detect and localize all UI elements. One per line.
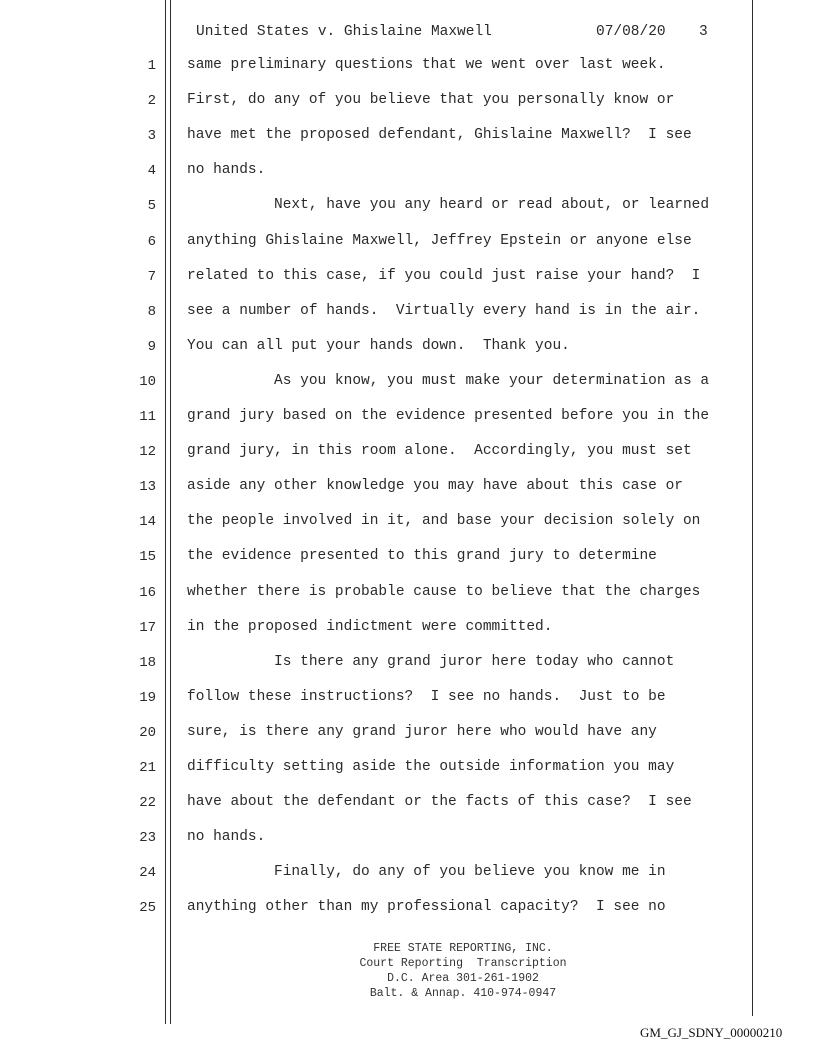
transcript-line: grand jury, in this room alone. Accordingly, you must set — [187, 443, 692, 459]
left-margin-rule — [165, 0, 166, 1024]
line-number: 2 — [147, 93, 156, 109]
transcript-line: You can all put your hands down. Thank you. — [187, 338, 570, 354]
transcript-line: have about the defendant or the facts of this case? I see — [187, 794, 692, 810]
transcript-line: grand jury based on the evidence presented before you in the — [187, 408, 710, 424]
transcript-line: in the proposed indictment were committed. — [187, 619, 553, 635]
transcript-line: follow these instructions? I see no hands. Just to be — [187, 689, 666, 705]
line-number: 14 — [139, 514, 156, 530]
reporter-balt-phone: Balt. & Annap. 410-974-0947 — [369, 987, 557, 1000]
reporter-dc-phone: D.C. Area 301-261-1902 — [387, 972, 539, 985]
line-number: 20 — [139, 725, 156, 741]
transcript-date: 07/08/20 — [596, 24, 666, 40]
transcript-line: difficulty setting aside the outside information you may — [187, 759, 675, 775]
right-margin-rule — [752, 0, 753, 1016]
transcript-line: no hands. — [187, 162, 266, 178]
transcript-line: no hands. — [187, 829, 266, 845]
line-number: 16 — [139, 585, 156, 601]
transcript-line: First, do any of you believe that you personally know or — [187, 92, 675, 108]
transcript-line: Is there any grand juror here today who cannot — [187, 654, 675, 670]
line-number: 7 — [147, 269, 156, 285]
transcript-line: aside any other knowledge you may have about this case or — [187, 478, 683, 494]
left-margin-rule-inner — [170, 0, 171, 1024]
line-number: 23 — [139, 830, 156, 846]
line-number: 17 — [139, 620, 156, 636]
reporter-service: Court Reporting Transcription — [359, 957, 567, 970]
transcript-line: anything other than my professional capacity? I see no — [187, 899, 666, 915]
line-number: 11 — [139, 409, 156, 425]
transcript-line: related to this case, if you could just raise your hand? I — [187, 268, 701, 284]
line-number: 4 — [147, 163, 156, 179]
line-number: 9 — [147, 339, 156, 355]
line-number: 3 — [147, 128, 156, 144]
line-number: 21 — [139, 760, 156, 776]
bates-number: GM_GJ_SDNY_00000210 — [640, 1025, 783, 1040]
transcript-line: the people involved in it, and base your decision solely on — [187, 513, 701, 529]
line-number: 10 — [139, 374, 156, 390]
transcript-line: As you know, you must make your determination as a — [187, 373, 710, 389]
line-number: 24 — [139, 865, 156, 881]
transcript-line: see a number of hands. Virtually every hand is in the air. — [187, 303, 701, 319]
line-number: 6 — [147, 234, 156, 250]
transcript-line: whether there is probable cause to believe that the charges — [187, 584, 701, 600]
line-number: 8 — [147, 304, 156, 320]
page-number: 3 — [699, 24, 708, 40]
line-number: 25 — [139, 900, 156, 916]
line-number: 18 — [139, 655, 156, 671]
line-number: 5 — [147, 198, 156, 214]
transcript-line: Finally, do any of you believe you know me in — [187, 864, 666, 880]
case-title: United States v. Ghislaine Maxwell — [196, 24, 492, 40]
transcript-line: same preliminary questions that we went over last week. — [187, 57, 666, 73]
line-number: 13 — [139, 479, 156, 495]
transcript-line: the evidence presented to this grand jury to determine — [187, 548, 657, 564]
reporter-company: FREE STATE REPORTING, INC. — [373, 942, 553, 955]
line-number: 1 — [147, 58, 156, 74]
line-number: 15 — [139, 549, 156, 565]
transcript-line: Next, have you any heard or read about, or learned — [187, 197, 710, 213]
line-number: 12 — [139, 444, 156, 460]
transcript-line: have met the proposed defendant, Ghislaine Maxwell? I see — [187, 127, 692, 143]
line-number: 22 — [139, 795, 156, 811]
reporter-footer — [300, 941, 626, 1001]
line-number: 19 — [139, 690, 156, 706]
transcript-line: sure, is there any grand juror here who would have any — [187, 724, 657, 740]
transcript-line: anything Ghislaine Maxwell, Jeffrey Epstein or anyone else — [187, 233, 692, 249]
